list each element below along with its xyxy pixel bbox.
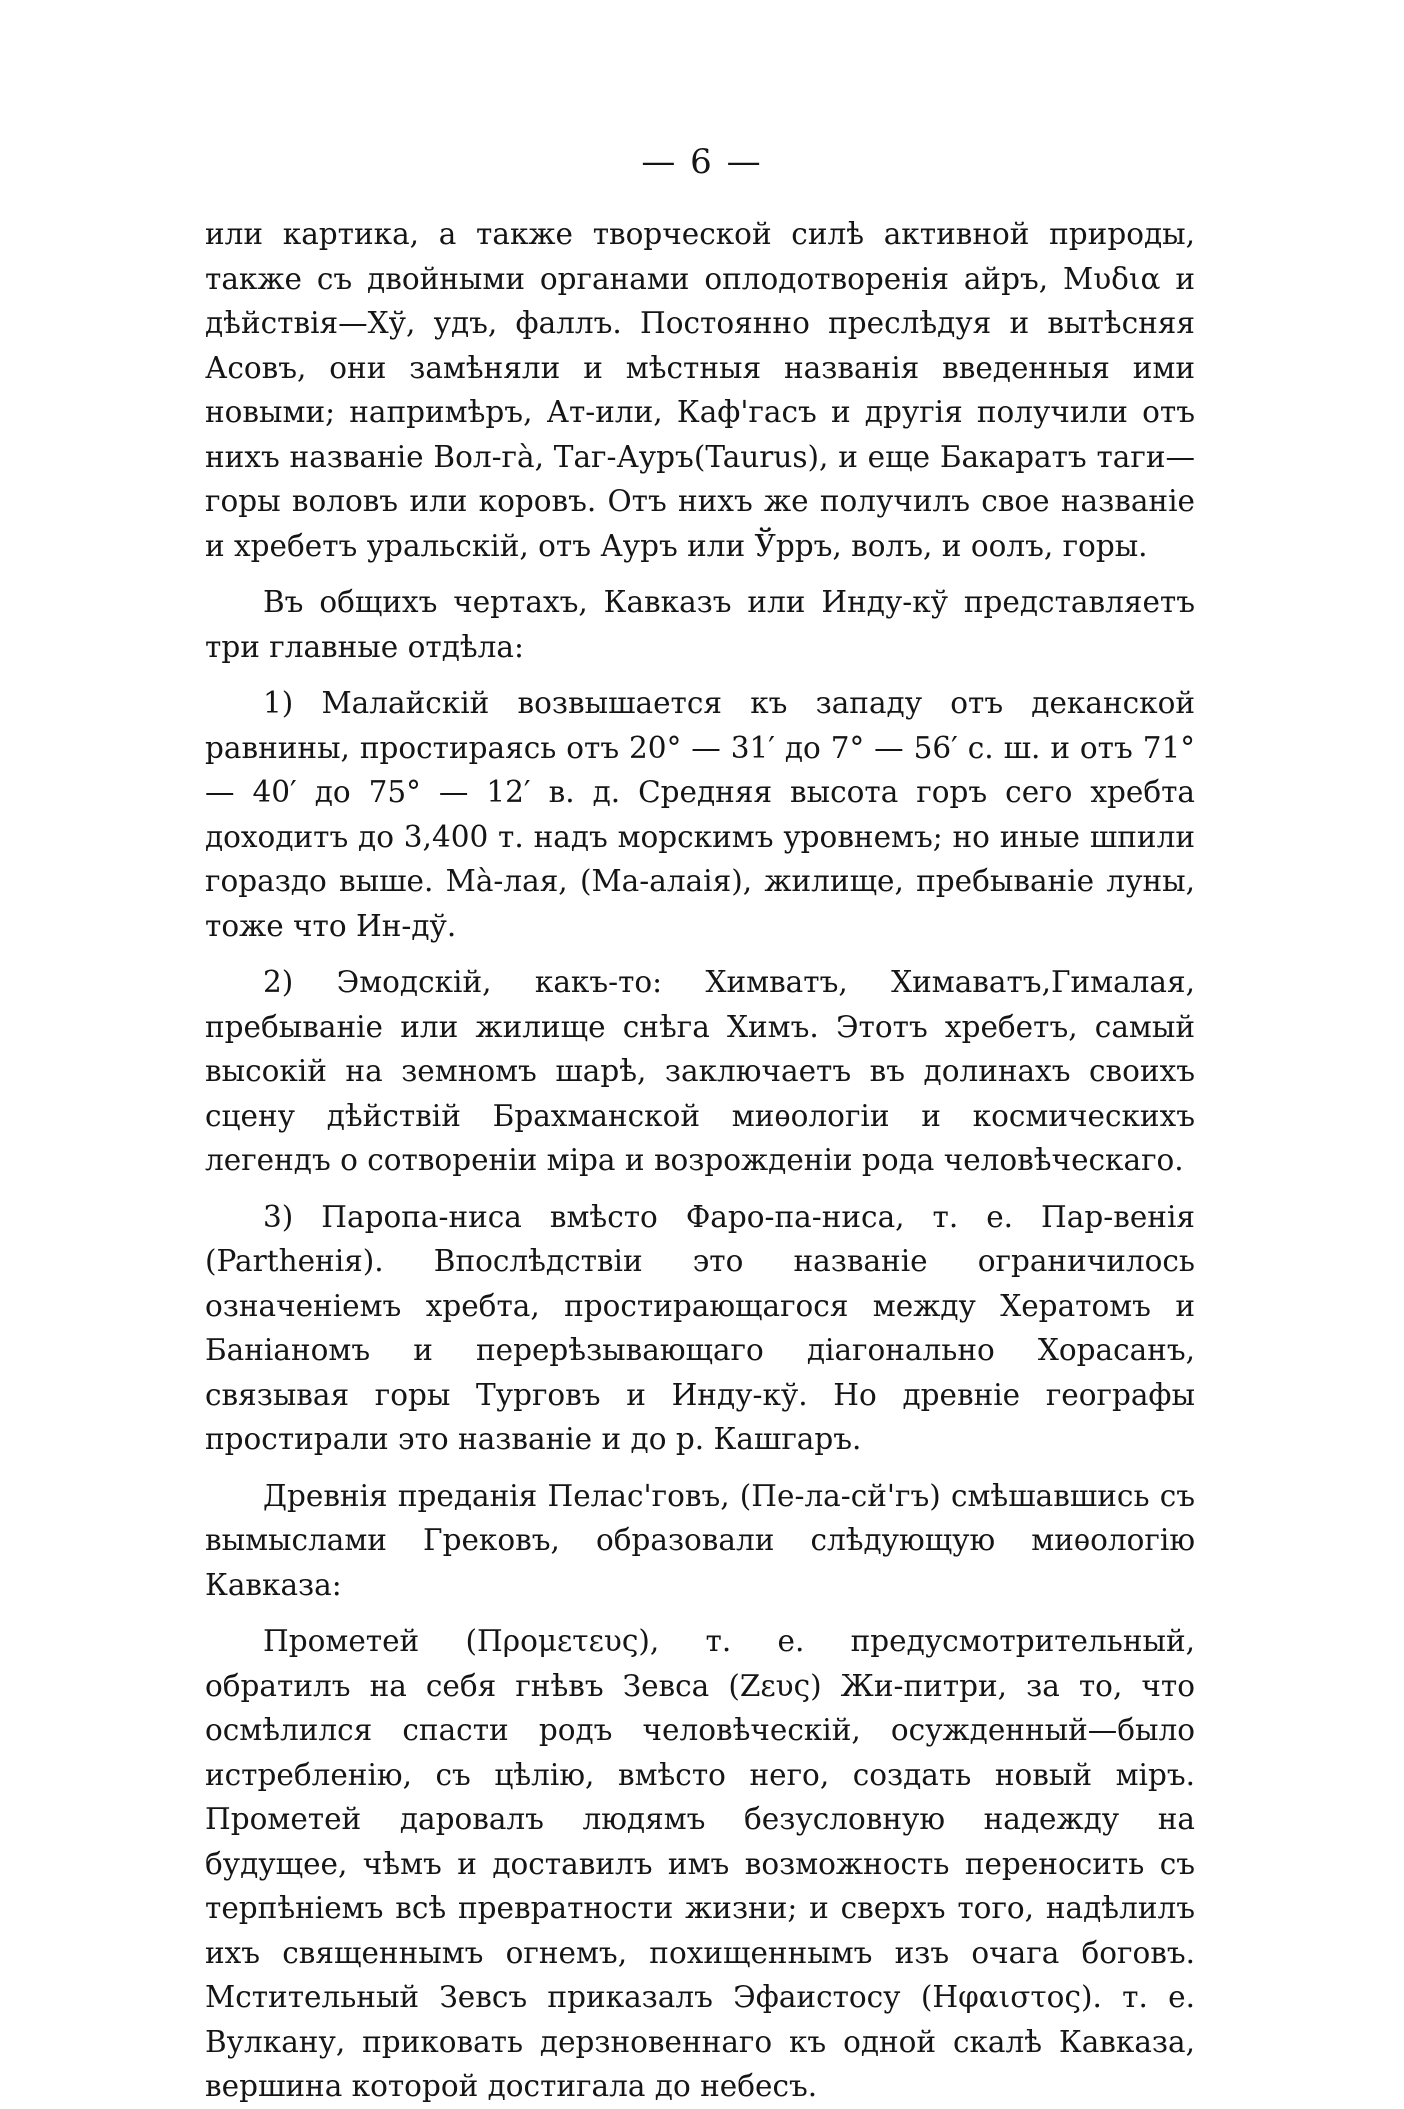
paragraph-1: или картика, а также творческой силѣ активной природы, также съ двойными органами оплодотворенія айръ, Мυδια и дѣйствія—Хў, удъ, фаллъ. Постоянно преслѣдуя и вытѣсняя Асовъ, они замѣняли и мѣстныя названія введенныя ими новыми; напримѣръ, Ат-или, Каф'гасъ и другія получили отъ нихъ названіе Вол-гà, Таг-Ауръ(Taurus), и еще Бакаратъ таги—горы воловъ или коровъ. Отъ нихъ же получилъ свое названіе и хребетъ уральскій, отъ Ауръ или Ўрръ, волъ, и оолъ, горы. — [205, 217, 1195, 563]
paragraph-7: Прометей (Προμετευς), т. е. предусмотрительный, обратилъ на себя гнѣвъ Зевса (Ζευς) Жи-питри, за то, что осмѣлился спасти родъ человѣческій, осужденный—было истребленію, съ цѣлію, вмѣсто него, создать новый міръ. Прометей даровалъ людямъ безусловную надежду на будущее, чѣмъ и доставилъ имъ возможность переносить съ терпѣніемъ всѣ превратности жизни; и сверхъ того, надѣлилъ ихъ священнымъ огнемъ, похищеннымъ изъ очага боговъ. Мстительный Зевсъ приказалъ Эфаистосу (Ηφαιστος). т. е. Вулкану, приковать дерзновеннаго къ одной скалѣ Кавказа, вершина которой достигала до небесъ. — [205, 1624, 1195, 2103]
paragraph-4: 2) Эмодскій, какъ-то: Химватъ, Химаватъ,Гималая, пребываніе или жилище снѣга Химъ. Этотъ хребетъ, самый высокій на земномъ шарѣ, заключаетъ въ долинахъ своихъ сцену дѣйствій Брахманской миѳологіи и космическихъ легендъ о сотвореніи міра и возрожденіи рода человѣческаго. — [205, 965, 1195, 1177]
page-number: — 6 — — [641, 142, 763, 182]
paragraph-6: Древнія преданія Пелас'говъ, (Пе-ла-сй'гъ) смѣшавшись съ вымыслами Грековъ, образовали слѣдующую миѳологію Кавказа: — [205, 1478, 1195, 1602]
body-text — [205, 212, 1195, 2109]
paragraph-5: 3) Паропа-ниса вмѣсто Фаро-па-ниса, т. е. Пар-венія (Partheнія). Впослѣдствіи это названіе ограничилось означеніемъ хребта, простирающагося между Хератомъ и Баніаномъ и перерѣзывающаго діагонально Хорасанъ, связывая горы Турговъ и Инду-кў. Но древніе географы простирали это названіе и до р. Кашгаръ. — [205, 1199, 1195, 1456]
paragraph-3: 1) Малайскій возвышается къ западу отъ деканской равнины, простираясь отъ 20° — 31′ до 7° — 56′ с. ш. и отъ 71° — 40′ до 75° — 12′ в. д. Средняя высота горъ сего хребта доходитъ до 3,400 т. надъ морскимъ уровнемъ; но иные шпили гораздо выше. Мà-лая, (Ма-алаія), жилище, пребываніе луны, тоже что Ин-дў. — [205, 686, 1195, 943]
paragraph-2: Въ общихъ чертахъ, Кавказъ или Инду-кў представляетъ три главные отдѣла: — [205, 585, 1195, 664]
